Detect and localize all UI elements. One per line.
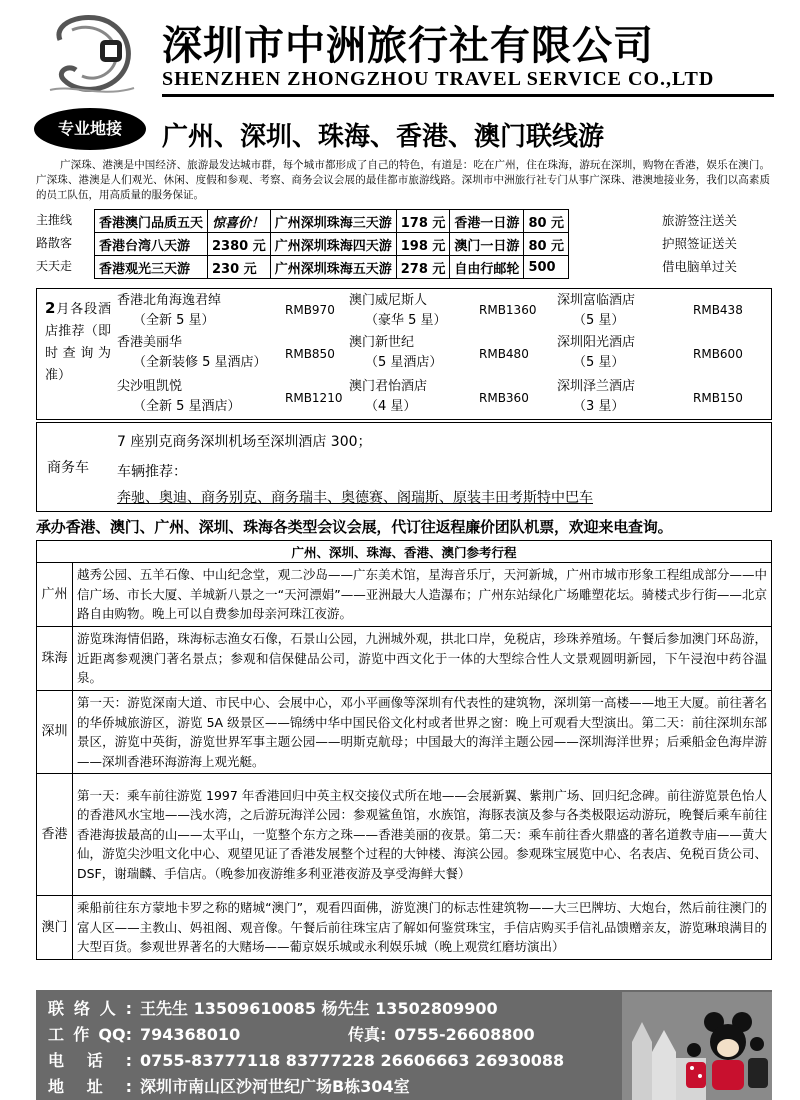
- hotel-name: 香港北角海逸君绰: [117, 293, 222, 308]
- itinerary-description: 游览珠海情侣路，珠海标志渔女石像，石景山公园，九洲城外观，拱北口岸，免税店，珍珠养殖场。午餐后参加澳门环岛游，近距离参观澳门著名景点；参观和信保健品公司，游览中西文化于一体的大型综合性人文景观圆明新园，下午浸泡中药谷温泉。: [73, 627, 772, 691]
- conference-notice: 承办香港、澳门、广州、深圳、珠海各类型会议会展，代订往返程廉价团队机票，欢迎来电查询。: [36, 518, 673, 536]
- hotel-rating: （4 星）: [365, 399, 417, 414]
- tour-price: 198 元: [396, 233, 450, 256]
- tour-name: 广州深圳珠海三天游: [270, 210, 396, 233]
- company-name-en: SHENZHEN ZHONGZHOU TRAVEL SERVICE CO.,LTD: [162, 68, 715, 90]
- business-car-label: 商务车: [47, 460, 89, 476]
- hotel-entry: [349, 333, 442, 373]
- hotel-entry: [349, 377, 427, 417]
- itinerary-row: [37, 691, 772, 774]
- hotel-rating: （全新装修 5 星酒店）: [133, 355, 267, 370]
- itinerary-description: 越秀公园、五羊石像、中山纪念堂，观二沙岛——广东美术馆，星海音乐厅，天河新城，广州市城市形象工程组成部分——中信广场、市长大厦、羊城新八景之一“天河漂娟”——亚洲最大人造瀑布；广州东站绿化广场雕塑花坛。骑楼式步行街——北京路自由购物。晚上可以自费参加母亲河珠江夜游。: [73, 563, 772, 627]
- tour-price: 2380 元: [208, 233, 271, 256]
- intro-paragraph: 广深珠、港澳是中国经济、旅游最发达城市群，每个城市都形成了自己的特色，有道是：吃在广州，住在珠海，游玩在深圳，购物在香港，娱乐在澳门。广深珠、港澳是人们观光、休闲、度假和参观、考察、商务会议会展的最佳都市旅游线路。深圳市中洲旅行社专门从事广深珠、港澳地接业务，我们以高素质的员工队伍，用高质量的服务保证。: [36, 159, 770, 201]
- hotel-price: RMB850: [285, 347, 335, 361]
- itinerary-header-row: [37, 541, 772, 563]
- hotel-entry: [557, 333, 635, 373]
- visa-service-line: 旅游签注送关: [662, 213, 738, 228]
- visa-service-line: 护照签证送关: [662, 236, 738, 251]
- visa-services: [662, 209, 772, 278]
- hotel-price: RMB360: [479, 391, 529, 405]
- tour-name: 香港一日游: [450, 210, 524, 233]
- hotel-price: RMB970: [285, 303, 335, 317]
- tour-price: 惊喜价！: [208, 210, 271, 233]
- hotel-entry: [117, 377, 241, 417]
- phone-row: [48, 1048, 564, 1071]
- itinerary-city: 深圳: [37, 691, 73, 774]
- hotel-price: RMB438: [693, 303, 743, 317]
- itinerary-description: 第一天：乘车前往游览 1997 年香港回归中英主权交接仪式所在地——会展新翼、紫荆广场、回归纪念碑。前往游览景色怡人的香港风水宝地——浅水湾，之后游玩海洋公园：参观鲨鱼馆，水族馆，海豚表演及参与各类极限运动游玩，晚餐后乘车前往香港海拔最高的山——太平山，一览整个东方之珠——香港美丽的夜景。第二天：乘车前往香火鼎盛的著名道教寺庙——黄大仙，游览尖沙咀文化中心、观望见证了香港发展整个过程的大钟楼、海滨公园。参观珠宝展览中心、名表店、免税百货公司、DSF，谢瑞麟、手信店。（晚参加夜游维多利亚港夜游及享受海鲜大餐）: [73, 774, 772, 896]
- hotel-entry: [349, 291, 447, 331]
- hotel-name: 尖沙咀凯悦: [117, 379, 183, 394]
- hotel-label-text: 月各段酒店推荐（即时查询为准）: [45, 302, 111, 383]
- hotel-rating: （3 星）: [573, 399, 625, 414]
- hotel-name: 澳门君怡酒店: [349, 379, 428, 394]
- specialty-badge: 专业地接: [34, 108, 146, 150]
- hotel-month-number: 2: [45, 299, 56, 317]
- hotel-name: 香港美丽华: [117, 335, 183, 350]
- itinerary-city: 香港: [37, 774, 73, 896]
- tour-name: 香港澳门品质五天: [95, 210, 208, 233]
- hotel-rating: （5 星）: [573, 355, 625, 370]
- fax-value: 0755-26608800: [394, 1025, 535, 1044]
- hotel-entry: [117, 333, 267, 373]
- phone-value: 0755-83777118 83777228 26606663 26930088: [140, 1051, 565, 1070]
- hotel-section-label: [45, 297, 111, 387]
- hotel-rating: （全新 5 星）: [133, 313, 215, 328]
- tour-name: 广州深圳珠海四天游: [270, 233, 396, 256]
- itinerary-table: [36, 540, 772, 960]
- tour-name: 澳门一日游: [450, 233, 524, 256]
- hotel-name: 深圳富临酒店: [557, 293, 636, 308]
- itinerary-row: [37, 563, 772, 627]
- tour-row: [95, 256, 569, 279]
- contact-value: 王先生 13509610085 杨先生 13502809900: [140, 999, 498, 1018]
- tour-price: 500: [524, 256, 569, 279]
- contact-person-row: [48, 996, 498, 1019]
- itinerary-row: [37, 774, 772, 896]
- tour-price: 230 元: [208, 256, 271, 279]
- itinerary-row: [37, 896, 772, 960]
- contact-footer: [36, 990, 772, 1100]
- car-transfer-price: 7 座别克商务深圳机场至深圳酒店 300；: [117, 434, 372, 450]
- address-value: 深圳市南山区沙河世纪广场B栋304室: [140, 1077, 410, 1096]
- visa-service-line: 借电脑单过关: [662, 259, 738, 274]
- hotel-rating: （全新 5 星酒店）: [133, 399, 241, 414]
- tour-name: 自由行邮轮: [450, 256, 524, 279]
- address-label: 地址:: [48, 1077, 132, 1096]
- tour-left-line: 路散客: [36, 236, 73, 250]
- tour-name: 香港台湾八天游: [95, 233, 208, 256]
- hotel-entry: [557, 377, 635, 417]
- company-name-cn: 深圳市中洲旅行社有限公司: [162, 23, 654, 69]
- address-row: [48, 1074, 410, 1097]
- route-subtitle: 广州、深圳、珠海、香港、澳门联线游: [162, 122, 605, 152]
- itinerary-city: 澳门: [37, 896, 73, 960]
- qq-fax-row: [48, 1022, 535, 1045]
- itinerary-description: 第一天：游览深南大道、市民中心、会展中心，邓小平画像等深圳有代表性的建筑物，深圳第一高楼——地王大厦。前往著名的华侨城旅游区，游览 5A 级景区——锦绣中华中国民俗文化村或者世界之窗：晚上可观看大型演出。第二天：前往深圳东部景区，游览中英街，游览世界军事主题公园——明斯克航母；中国最大的海洋主题公园——深圳海洋世界；后乘船金色海岸游——深圳香港环海游海上观光艇。: [73, 691, 772, 774]
- car-recommend-title: 车辆推荐：: [117, 464, 187, 480]
- hotel-entry: [557, 291, 635, 331]
- tour-name: 广州深圳珠海五天游: [270, 256, 396, 279]
- hotel-name: 澳门威尼斯人: [349, 293, 428, 308]
- tour-price: 178 元: [396, 210, 450, 233]
- header-divider: [162, 94, 774, 97]
- hotel-entry: [117, 291, 221, 331]
- itinerary-description: 乘船前往东方蒙地卡罗之称的赌城“澳门”，观看四面佛，游览澳门的标志性建筑物——大三巴牌坊、大炮台，然后前往澳门的富人区——主教山、妈祖阁、观音像。午餐后前往珠宝店了解如何鉴赏珠宝，手信店购买手信礼品馈赠亲友，游览琳琅满目的大型百货。参观世界著名的大赌场——葡京娱乐城或永利娱乐城（晚上观赏红磨坊演出）: [73, 896, 772, 960]
- hotel-rating: （豪华 5 星）: [365, 313, 447, 328]
- itinerary-row: [37, 627, 772, 691]
- tour-price: 80 元: [524, 210, 569, 233]
- tour-price-table: [94, 209, 569, 279]
- fax-label: 传真:: [348, 1025, 387, 1044]
- hotel-name: 深圳泽兰酒店: [557, 379, 636, 394]
- qq-value: 794368010: [140, 1025, 241, 1044]
- hotel-name: 澳门新世纪: [349, 335, 415, 350]
- itinerary-title: 广州、深圳、珠海、香港、澳门参考行程: [37, 541, 772, 563]
- tour-left-line: 天天走: [36, 259, 73, 273]
- hotel-rating: （5 星酒店）: [365, 355, 443, 370]
- tour-row: [95, 233, 569, 256]
- tour-left-line: 主推线: [36, 213, 73, 227]
- hotel-name: 深圳阳光酒店: [557, 335, 636, 350]
- hotel-price: RMB480: [479, 347, 529, 361]
- tour-name: 香港观光三天游: [95, 256, 208, 279]
- qq-label: 工作QQ:: [48, 1025, 132, 1044]
- hotel-price: RMB600: [693, 347, 743, 361]
- hotel-price: RMB1210: [285, 391, 343, 405]
- itinerary-city: 广州: [37, 563, 73, 627]
- tour-left-label: [36, 209, 94, 279]
- company-logo: [42, 10, 142, 102]
- hotel-rating: （5 星）: [573, 313, 625, 328]
- hotel-section: [36, 288, 772, 420]
- tour-price: 80 元: [524, 233, 569, 256]
- itinerary-city: 珠海: [37, 627, 73, 691]
- phone-label: 电话:: [48, 1051, 132, 1070]
- hotel-price: RMB1360: [479, 303, 537, 317]
- tour-row: [95, 210, 569, 233]
- business-car-section: [36, 422, 772, 512]
- castle-mascot-image: [622, 992, 772, 1100]
- hotel-price: RMB150: [693, 391, 743, 405]
- car-models: 奔驰、奥迪、商务别克、商务瑞丰、奥德赛、阁瑞斯、原装丰田考斯特中巴车: [117, 490, 593, 506]
- tour-price: 278 元: [396, 256, 450, 279]
- contact-label: 联络人:: [48, 999, 132, 1018]
